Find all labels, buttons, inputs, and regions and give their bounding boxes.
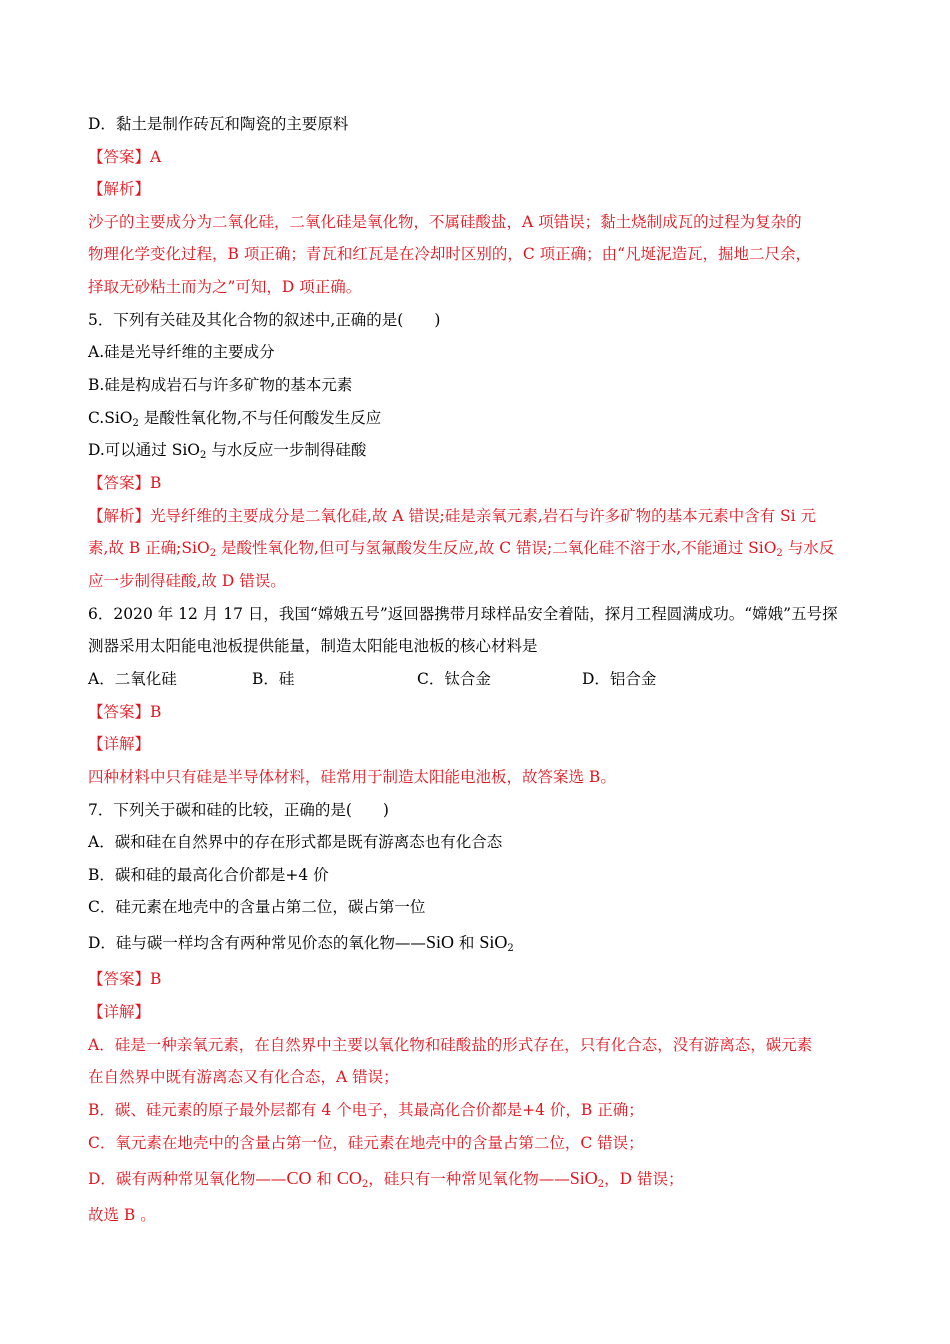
q7-option-a: A．碳和硅在自然界中的存在形式都是既有游离态也有化合态 — [88, 833, 503, 851]
q4-answer: 【答案】A — [88, 148, 162, 166]
q6-option-d: D．铝合金 — [582, 670, 657, 688]
q7-detail-b: B．碳、硅元素的原子最外层都有 4 个电子，其最高化合价都是+4 价，B 正确； — [88, 1101, 644, 1119]
q5-analysis-line-2: 素,故 B 正确;SiO$_2$ 是酸性氧化物,但可与氢氟酸发生反应,故 C 错误;二氧化硅不溶于水,不能通过 SiO$_2$ 与水反 — [88, 539, 835, 559]
q5-analysis-line-3: 应一步制得硅酸,故 D 错误。 — [88, 572, 286, 590]
q7-option-c: C．硅元素在地壳中的含量占第二位，碳占第一位 — [88, 898, 426, 916]
q7-detail-d: D．碳有两种常见氧化物——CO 和 $CO_2$，硅只有一种常见氧化物——SiO$_2$，D 错误； — [88, 1168, 684, 1190]
q6-option-b: B．硅 — [252, 670, 295, 688]
q6-option-a: A．二氧化硅 — [88, 670, 177, 688]
q6-detail-label: 【详解】 — [88, 735, 151, 753]
q7-option-d: D．硅与碳一样均含有两种常见价态的氧化物——SiO 和 SiO$_2$ — [88, 932, 514, 954]
q5-answer: 【答案】B — [88, 474, 162, 492]
q4-option-d: D．黏土是制作砖瓦和陶瓷的主要原料 — [88, 115, 349, 133]
q5-option-d: D.可以通过 SiO$_2$ 与水反应一步制得硅酸 — [88, 441, 367, 461]
q4-analysis-line-3: 择取无砂粘土而为之”可知，D 项正确。 — [88, 278, 362, 296]
q7-answer: 【答案】B — [88, 970, 162, 988]
q7-detail-a-line-2: 在自然界中既有游离态又有化合态，A 错误； — [88, 1068, 399, 1086]
q7-detail-label: 【详解】 — [88, 1003, 151, 1021]
q7-conclusion: 故选 B 。 — [88, 1206, 156, 1224]
q5-option-c: C.SiO$_2$ 是酸性氧化物,不与任何酸发生反应 — [88, 409, 382, 429]
q7-option-b: B．碳和硅的最高化合价都是+4 价 — [88, 866, 329, 884]
q6-detail: 四种材料中只有硅是半导体材料，硅常用于制造太阳能电池板，故答案选 B。 — [88, 768, 616, 786]
q4-analysis-line-2: 物理化学变化过程，B 项正确；青瓦和红瓦是在冷却时区别的，C 项正确；由“凡埏泥造瓦，掘地二尺余， — [88, 245, 812, 263]
q7-detail-a-line-1: A．硅是一种亲氧元素，在自然界中主要以氧化物和硅酸盐的形式存在，只有化合态，没有游离态，碳元素 — [88, 1036, 813, 1054]
q5-option-a: A.硅是光导纤维的主要成分 — [88, 343, 275, 361]
q5-analysis-line-1: 【解析】光导纤维的主要成分是二氧化硅,故 A 错误;硅是亲氧元素,岩石与许多矿物的基本元素中含有 Si 元 — [88, 507, 817, 525]
q6-stem-line-2: 测器采用太阳能电池板提供能量，制造太阳能电池板的核心材料是 — [88, 637, 538, 655]
q4-analysis-label: 【解析】 — [88, 180, 151, 198]
q6-option-c: C．钛合金 — [417, 670, 491, 688]
q4-analysis-line-1: 沙子的主要成分为二氧化硅，二氧化硅是氧化物，不属硅酸盐，A 项错误；黏土烧制成瓦的过程为复杂的 — [88, 213, 802, 231]
q6-stem-line-1: 6．2020 年 12 月 17 日，我国“嫦娥五号”返回器携带月球样品安全着陆，探月工程圆满成功。“嫦娥”五号探 — [88, 605, 838, 623]
q5-stem: 5．下列有关硅及其化合物的叙述中,正确的是( ) — [88, 311, 441, 329]
q7-stem: 7．下列关于碳和硅的比较，正确的是( ) — [88, 801, 389, 819]
q7-detail-c: C．氧元素在地壳中的含量占第一位，硅元素在地壳中的含量占第二位，C 错误； — [88, 1134, 644, 1152]
q5-option-b: B.硅是构成岩石与许多矿物的基本元素 — [88, 376, 353, 394]
q6-answer: 【答案】B — [88, 703, 162, 721]
